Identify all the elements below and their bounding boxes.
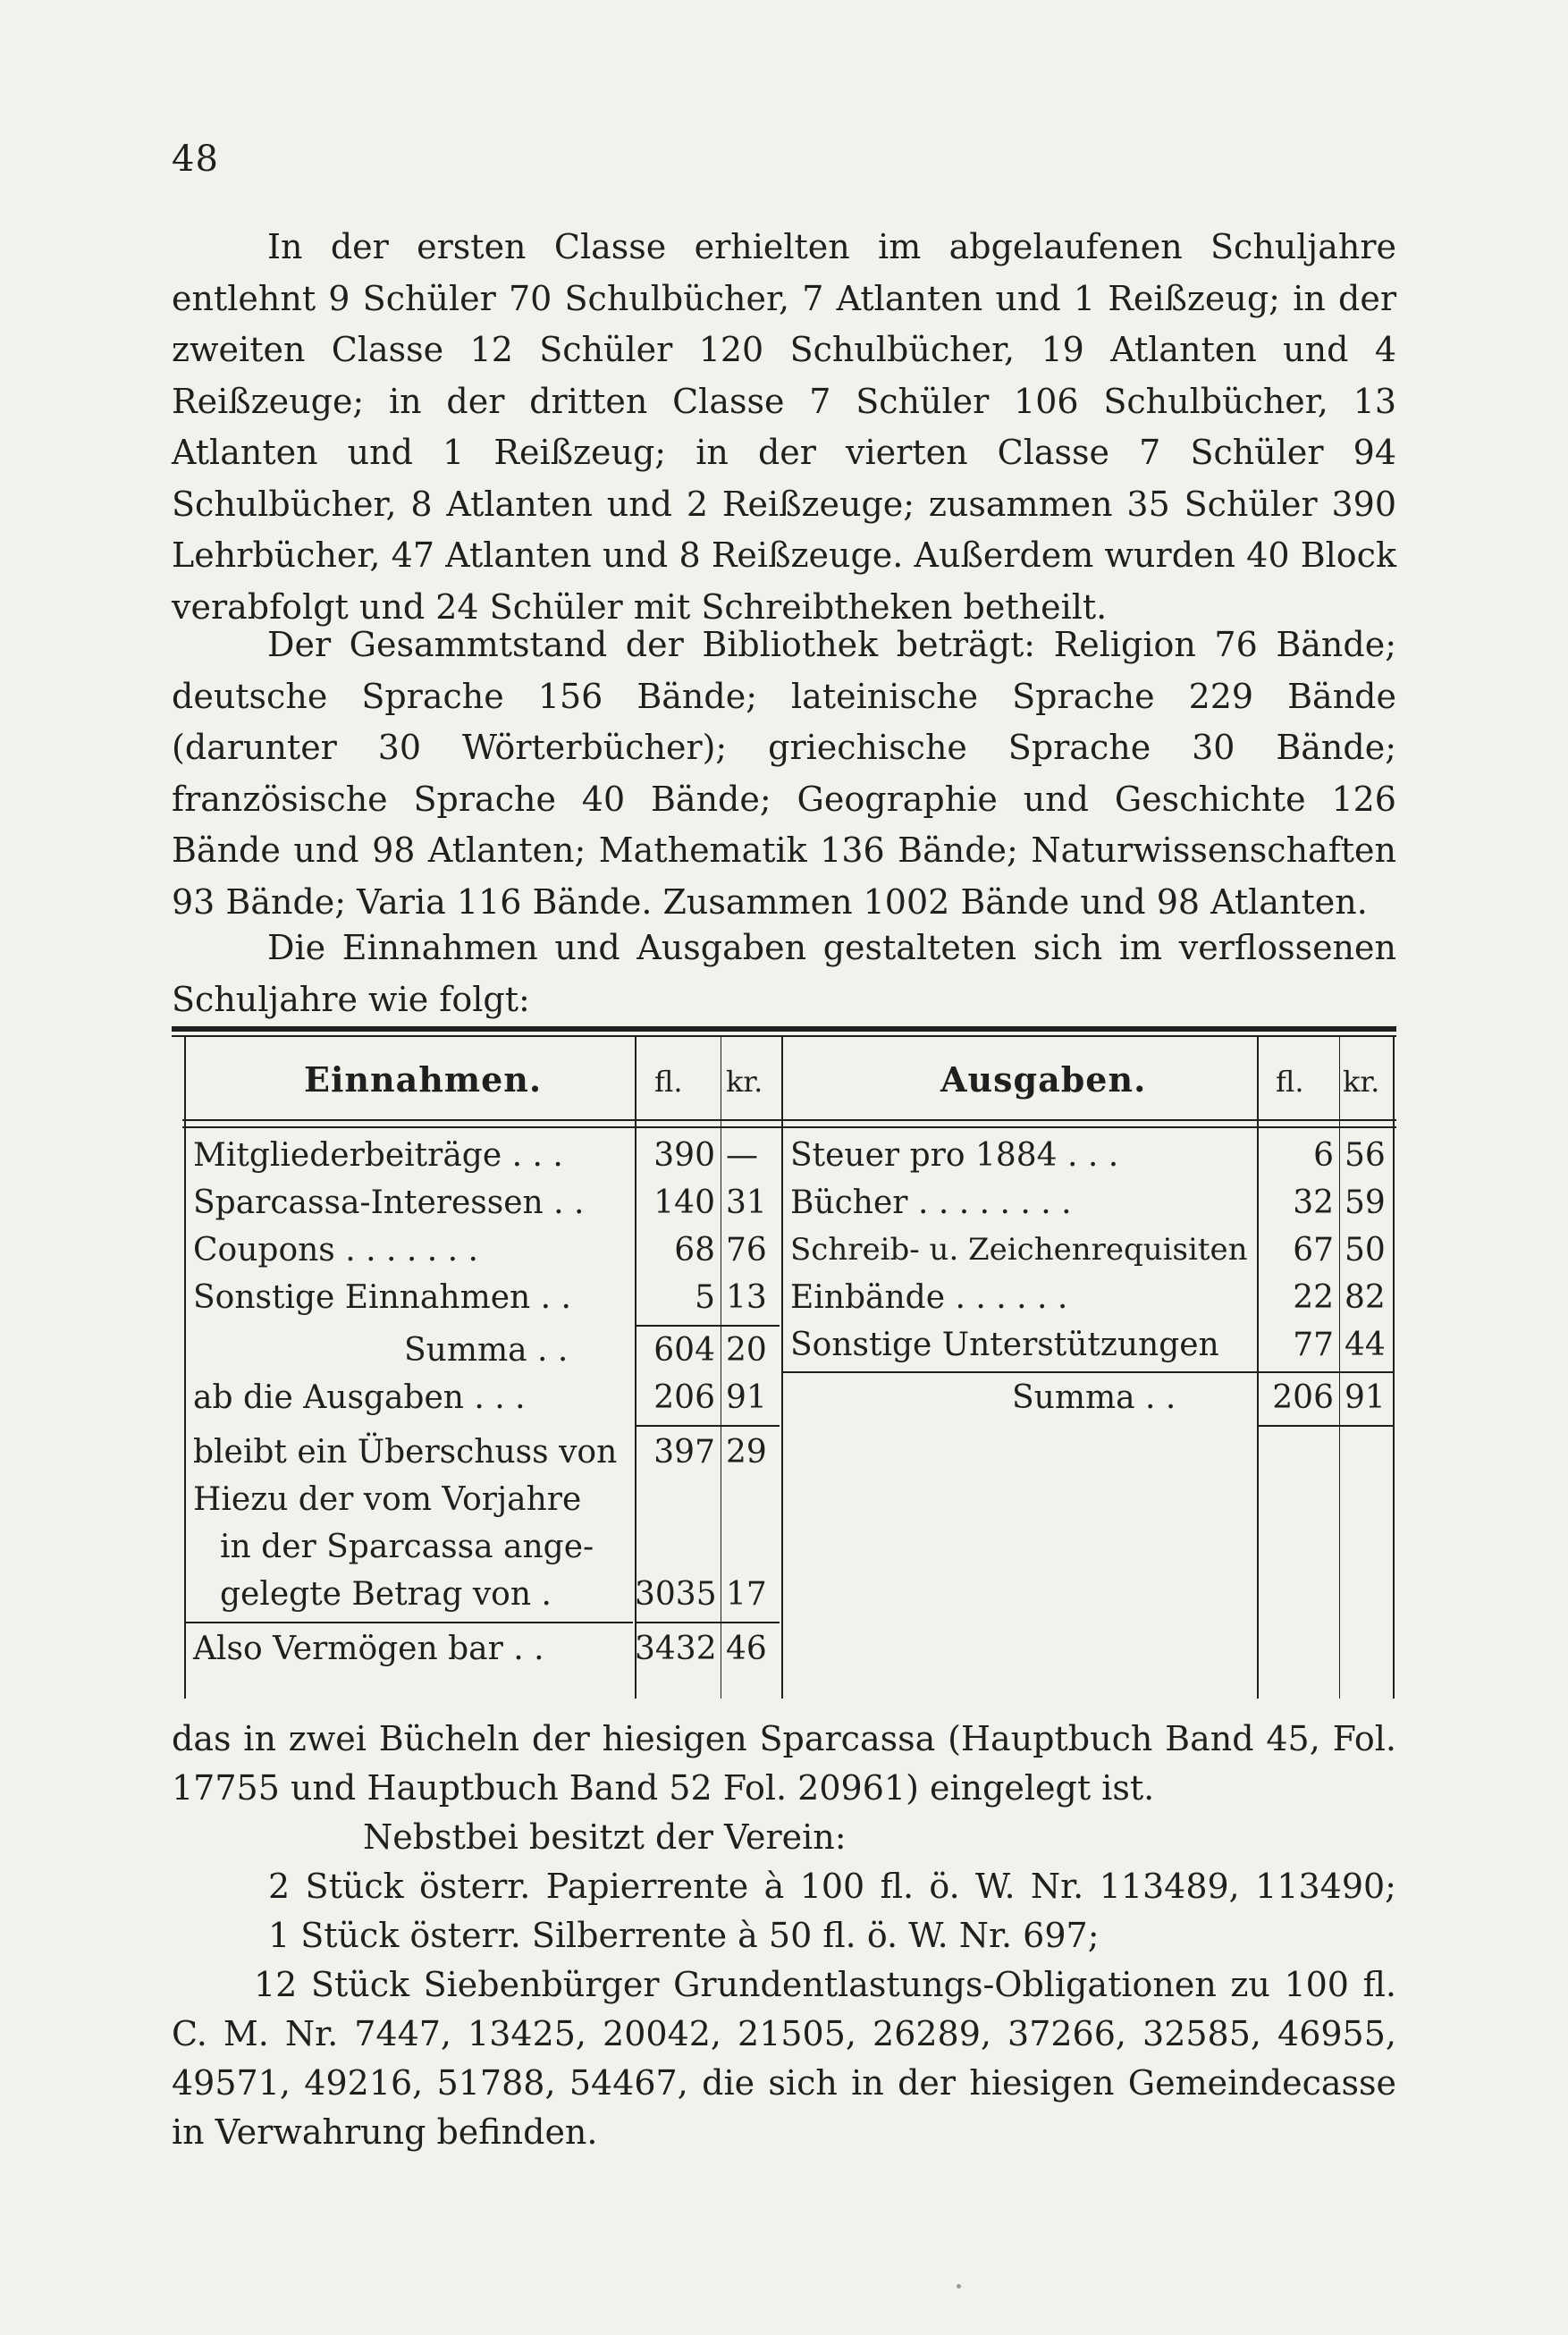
paragraph-text: 12 Stück Siebenbürger Grundentlastungs-Obligationen zu 100 fl. C. M. Nr. 7447, 13425, 20042, 21505, 26289, 37266, 32585, 46955, 49571, 49216, 51788, 54467, die sich in der hiesigen Gemeindecasse in Verwahrung befinden. bbox=[172, 1965, 1396, 2152]
expense-label-rule bbox=[783, 1371, 1257, 1373]
income-row-label: in der Sparcassa ange- bbox=[220, 1529, 594, 1565]
income-summa-kr: 20 bbox=[726, 1332, 767, 1369]
table-top-rule-thin bbox=[172, 1035, 1396, 1037]
label-rule bbox=[186, 1622, 633, 1623]
expense-row-label: Steuer pro 1884 . . . bbox=[790, 1137, 1119, 1174]
possession-item: 2 Stück österr. Papierrente à 100 fl. ö. W. Nr. 113489, 113490; bbox=[268, 1867, 1396, 1906]
expense-row-kr: 59 bbox=[1345, 1184, 1386, 1221]
paragraph-text: das in zwei Bücheln der hiesigen Sparcassa (Hauptbuch Band 45, Fol. 17755 und Hauptbuch Band 52 Fol. 20961) eingelegt ist. bbox=[172, 1719, 1396, 1808]
expense-row-kr: 56 bbox=[1345, 1137, 1386, 1174]
income-row-label: Sonstige Einnahmen . . bbox=[193, 1279, 571, 1316]
vline-left bbox=[184, 1037, 186, 1699]
income-total-fl: 3432 bbox=[635, 1631, 717, 1667]
expense-row-fl: 77 bbox=[1293, 1327, 1334, 1363]
income-row-kr: — bbox=[726, 1137, 758, 1174]
vline-mid bbox=[781, 1037, 783, 1699]
income-row-fl: 5 bbox=[695, 1279, 715, 1316]
header-kr2: kr. bbox=[1343, 1065, 1380, 1099]
expense-row-fl: 32 bbox=[1293, 1184, 1334, 1221]
table-top-rule bbox=[172, 1026, 1396, 1032]
income-row-kr: 13 bbox=[726, 1279, 767, 1316]
paragraph-library bbox=[172, 620, 1396, 928]
possession-intro: Nebstbei besitzt der Verein: bbox=[363, 1817, 847, 1857]
header-fl: fl. bbox=[654, 1065, 683, 1099]
income-row-label: Sparcassa-Interessen . . bbox=[193, 1184, 585, 1221]
expense-row-kr: 44 bbox=[1345, 1327, 1386, 1363]
income-row-label: ab die Ausgaben . . . bbox=[193, 1379, 526, 1416]
paragraph-text: In der ersten Classe erhielten im abgelaufenen Schuljahre entlehnt 9 Schüler 70 Schulbücher, 7 Atlanten und 1 Reißzeug; in der zweiten Classe 12 Schüler 120 Schulbücher, 19 Atlanten und 4 Reißzeuge; in der dritten Classe 7 Schüler 106 Schulbücher, 13 Atlanten und 1 Reißzeug; in der vierten Classe 7 Schüler 94 Schulbücher, 8 Atlanten und 2 Reißzeuge; zusammen 35 Schüler 390 Lehrbücher, 47 Atlanten und 8 Reißzeuge. Außerdem wurden 40 Block verabfolgt und 24 Schüler mit Schreibtheken betheilt. bbox=[172, 227, 1396, 627]
income-summa-fl: 604 bbox=[653, 1332, 715, 1369]
income-row-kr: 91 bbox=[726, 1379, 767, 1416]
income-row-fl: 68 bbox=[674, 1232, 715, 1269]
header-income: Einnahmen. bbox=[304, 1059, 543, 1100]
expense-row-fl: 22 bbox=[1293, 1279, 1334, 1316]
paragraph-intro-table bbox=[172, 923, 1396, 1025]
income-total-kr: 46 bbox=[726, 1631, 767, 1667]
page-number: 48 bbox=[172, 139, 219, 180]
expense-row-kr: 82 bbox=[1345, 1279, 1386, 1316]
header-kr: kr. bbox=[726, 1065, 763, 1099]
income-row-label: Coupons . . . . . . . bbox=[193, 1232, 478, 1269]
accounts-table bbox=[172, 1026, 1396, 1702]
sum-rule-2 bbox=[636, 1425, 780, 1427]
expense-row-kr: 50 bbox=[1345, 1232, 1386, 1269]
vline-right bbox=[1393, 1037, 1395, 1699]
income-row-kr: 29 bbox=[726, 1434, 767, 1471]
expense-sum-rule bbox=[1259, 1371, 1393, 1373]
income-total-label: Also Vermögen bar . . bbox=[193, 1631, 544, 1667]
expense-summa-label: Summa . . bbox=[1012, 1379, 1176, 1416]
income-row-fl: 206 bbox=[653, 1379, 715, 1416]
expense-row-label: Bücher . . . . . . . . bbox=[790, 1184, 1072, 1221]
income-row-kr: 31 bbox=[726, 1184, 767, 1221]
possession-item: 1 Stück österr. Silberrente à 50 fl. ö. W. Nr. 697; bbox=[268, 1916, 1100, 1955]
header-rule-left bbox=[182, 1119, 799, 1121]
income-row-label: Mitgliederbeiträge . . . bbox=[193, 1137, 563, 1174]
expense-row-label: Einbände . . . . . . bbox=[790, 1279, 1068, 1316]
income-row-label: Hiezu der vom Vorjahre bbox=[193, 1481, 582, 1518]
income-row-fl: 140 bbox=[653, 1184, 715, 1221]
header-fl2: fl. bbox=[1276, 1065, 1304, 1099]
income-row-kr: 17 bbox=[726, 1576, 767, 1613]
paragraph-text: Der Gesammtstand der Bibliothek beträgt: Religion 76 Bände; deutsche Sprache 156 Bände; lateinische Sprache 229 Bände (darunter 30 Wörterbücher); griechische Sprache 30 Bände; französische Sprache 40 Bände; Geographie und Geschichte 126 Bände und 98 Atlanten; Mathematik 136 Bände; Naturwissenschaften 93 Bände; Varia 116 Bände. Zusammen 1002 Bände und 98 Atlanten. bbox=[172, 625, 1396, 922]
sum-rule-3 bbox=[636, 1622, 780, 1623]
header-rule-right bbox=[781, 1119, 1396, 1121]
income-row-fl: 390 bbox=[653, 1137, 715, 1174]
income-row-kr: 76 bbox=[726, 1232, 767, 1269]
header-expenses: Ausgaben. bbox=[940, 1059, 1147, 1100]
income-summa-label: Summa . . bbox=[404, 1332, 569, 1369]
paragraph-text: Die Einnahmen und Ausgaben gestalteten sich im verflossenen Schuljahre wie folgt: bbox=[172, 928, 1396, 1019]
paragraph-lending bbox=[172, 222, 1396, 633]
expense-summa-fl: 206 bbox=[1272, 1379, 1334, 1416]
expense-row-fl: 67 bbox=[1293, 1232, 1334, 1269]
expense-row-fl: 6 bbox=[1313, 1137, 1334, 1174]
income-row-fl: 397 bbox=[653, 1434, 715, 1471]
vline-kr2 bbox=[1339, 1037, 1340, 1699]
paragraph-obligations bbox=[172, 1960, 1396, 2157]
expense-row-label: Sonstige Unterstützungen bbox=[790, 1327, 1219, 1363]
income-row-label: gelegte Betrag von . bbox=[220, 1576, 552, 1613]
print-speck bbox=[957, 2284, 961, 2289]
header-rule-left-2 bbox=[182, 1126, 799, 1128]
expense-sum-rule-2 bbox=[1259, 1425, 1393, 1427]
paragraph-savings bbox=[172, 1715, 1396, 1813]
expense-summa-kr: 91 bbox=[1345, 1379, 1386, 1416]
expense-row-label: Schreib- u. Zeichenrequisiten bbox=[790, 1232, 1248, 1268]
income-row-fl: 3035 bbox=[635, 1576, 717, 1613]
income-row-label: bleibt ein Überschuss von bbox=[193, 1434, 618, 1471]
header-rule-right-2 bbox=[781, 1126, 1396, 1128]
